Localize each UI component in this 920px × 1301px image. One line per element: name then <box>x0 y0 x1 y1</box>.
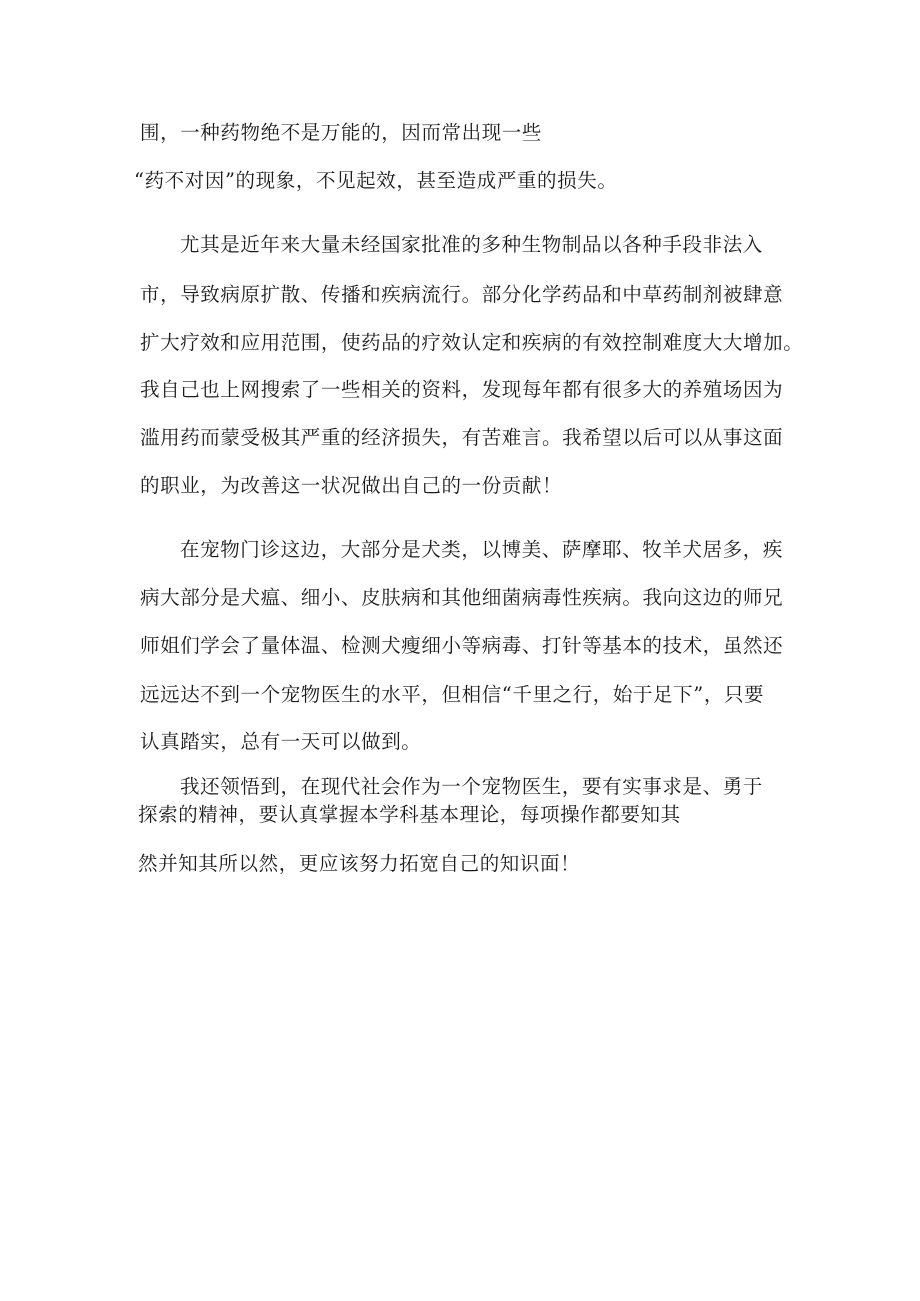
text-line-12: 远远达不到一个宠物医生的水平，但相信“千里之行，始于足下”，只要 <box>140 683 765 706</box>
text-line-4: 市，导致病原扩散、传播和疾病流行。部分化学药品和中草药制剂被肆意 <box>140 283 784 306</box>
text-line-5: 扩大疗效和应用范围，使药品的疗效认定和疾病的有效控制难度大大增加。 <box>140 331 804 354</box>
text-line-10: 病大部分是犬瘟、细小、皮肤病和其他细菌病毒性疾病。我向这边的师兄 <box>140 586 784 609</box>
text-line-13: 认真踏实，总有一天可以做到。 <box>140 730 422 753</box>
text-line-6: 我自己也上网搜索了一些相关的资料，发现每年都有很多大的养殖场因为 <box>140 378 784 401</box>
text-line-3: 尤其是近年来大量未经国家批准的多种生物制品以各种手段非法入 <box>180 233 763 256</box>
text-line-9: 在宠物门诊这边，大部分是犬类，以博美、萨摩耶、牧羊犬居多，疾 <box>180 538 784 561</box>
text-line-11: 师姐们学会了量体温、检测犬瘦细小等病毒、打针等基本的技术，虽然还 <box>140 634 784 657</box>
text-line-1: 围，一种药物绝不是万能的，因而常出现一些 <box>140 121 543 144</box>
text-line-2: “药不对因”的现象，不见起效，甚至造成严重的损失。 <box>134 169 618 192</box>
text-line-16: 然并知其所以然，更应该努力拓宽自己的知识面！ <box>138 852 581 875</box>
text-line-8: 的职业，为改善这一状况做出自己的一份贡献！ <box>140 474 563 497</box>
text-line-14: 我还领悟到，在现代社会作为一个宠物医生，要有实事求是、勇于 <box>180 775 763 798</box>
text-line-7: 滥用药而蒙受极其严重的经济损失，有苦难言。我希望以后可以从事这面 <box>140 426 784 449</box>
text-line-15: 探索的精神，要认真掌握本学科基本理论，每项操作都要知其 <box>138 803 681 826</box>
